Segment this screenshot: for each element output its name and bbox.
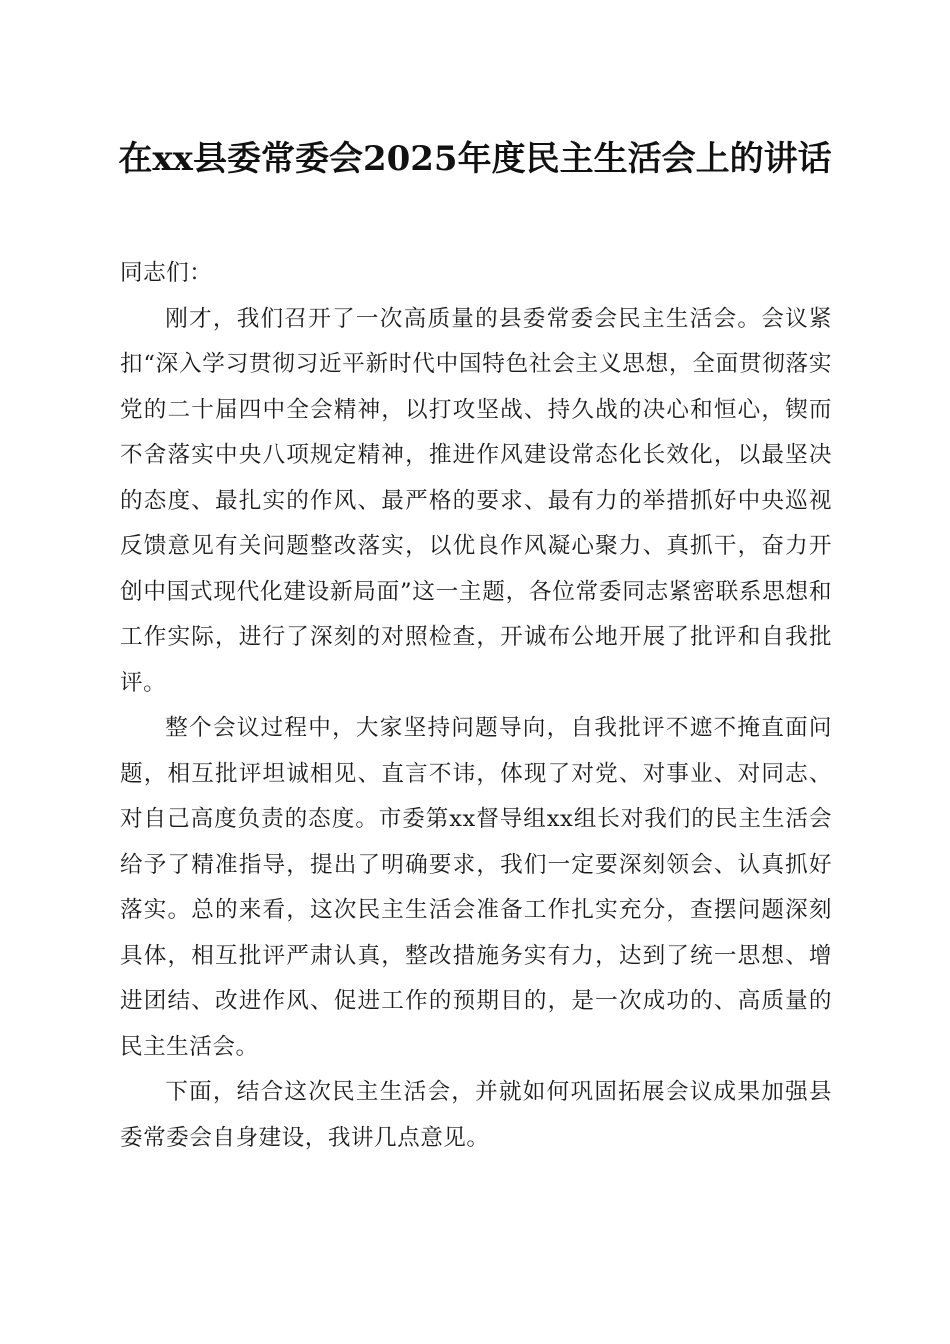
paragraph: 下面，结合这次民主生活会，并就如何巩固拓展会议成果加强县委常委会自身建设，我讲几点意见。 [120, 1079, 832, 1151]
document-body [120, 251, 832, 1161]
paragraph: 刚才，我们召开了一次高质量的县委常委会民主生活会。会议紧扣“深入学习贯彻习近平新时代中国特色社会主义思想，全面贯彻落实党的二十届四中全会精神，以打攻坚战、持久战的决心和恒心，锲而不舍落实中央八项规定精神，推进作风建设常态化长效化，以最坚决的态度、最扎实的作风、最严格的要求、最有力的举措抓好中央巡视反馈意见有关问题整改落实，以优良作风凝心聚力、真抓干，奋力开创中国式现代化建设新局面”这一主题，各位常委同志紧密联系思想和工作实际，进行了深刻的对照检查，开诚布公地开展了批评和自我批评。 [120, 305, 832, 696]
paragraph: 整个会议过程中，大家坚持问题导向，自我批评不遮不掩直面问题，相互批评坦诚相见、直言不讳，体现了对党、对事业、对同志、对自己高度负责的态度。市委第xx督导组xx组长对我们的民主生活会给予了精准指导，提出了明确要求，我们一定要深刻领会、认真抓好落实。总的来看，这次民主生活会准备工作扎实充分，查摆问题深刻具体，相互批评严肃认真，整改措施务实有力，达到了统一思想、增进团结、改进作风、促进工作的预期目的，是一次成功的、高质量的民主生活会。 [120, 715, 832, 1060]
salutation: 同志们： [120, 260, 213, 286]
document-title: 在xx县委常委会2025年度民主生活会上的讲话 [118, 139, 832, 179]
